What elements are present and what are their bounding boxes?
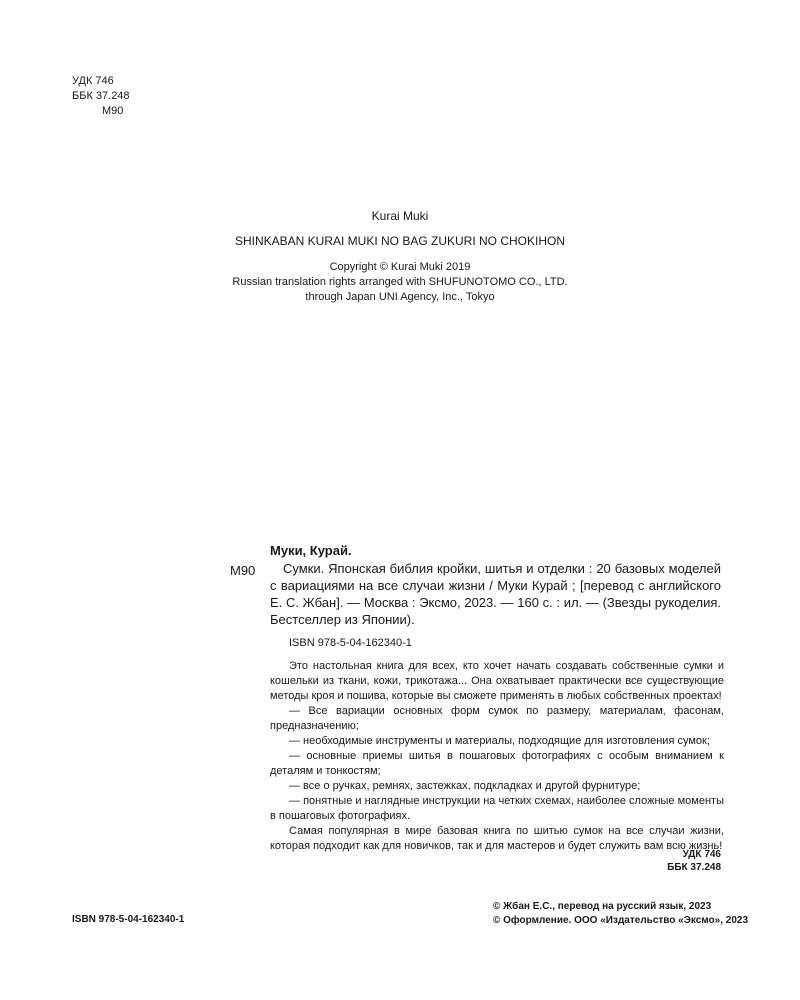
annotation-item: — все о ручках, ремнях, застежках, подкладках и другой фурнитуре;	[289, 780, 641, 792]
annotation-paragraph: Это настольная книга для всех, кто хочет начать создавать собственные сумки и кошельки из ткани, кожи, трикотажа... Она охватывает практически все существующие методы кроя и пошива, которые вы сможете применять в любых собственных проектах!	[270, 660, 724, 702]
classification-codes	[667, 848, 721, 874]
original-title: SHINKABAN KURAI MUKI NO BAG ZUKURI NO CHOKIHON	[234, 234, 566, 248]
author-mark: М90	[102, 105, 124, 117]
annotation	[270, 659, 724, 854]
original-copyright-block	[0, 209, 800, 305]
catalog-isbn: ISBN 978-5-04-162340-1	[289, 637, 412, 649]
copyright-line: Copyright © Kurai Muki 2019	[329, 261, 471, 273]
footer-isbn: ISBN 978-5-04-162340-1	[72, 914, 185, 925]
annotation-item: — основные приемы шитья в пошаговых фотографиях с особым вниманием к деталям и тонкостям;	[270, 750, 724, 777]
copyright-lines	[0, 260, 800, 305]
publisher-copyrights	[493, 900, 748, 928]
copyright-line: Russian translation rights arranged with SHUFUNOTOMO CO., LTD.	[232, 276, 568, 288]
bbk-code: ББК 37.248	[72, 90, 130, 102]
udk-code: УДК 746	[682, 849, 721, 860]
catalog-author-heading: Муки, Курай.	[270, 543, 352, 558]
annotation-paragraph: Самая популярная в мире базовая книга по шитью сумок на все случаи жизни, которая подходит как для новичков, так и для мастеров и будет служить вам всю жизнь!	[270, 825, 724, 852]
udk-code: УДК 746	[72, 75, 114, 87]
bibliographic-description: Сумки. Японская библия кройки, шитья и отделки : 20 базовых моделей с вариациями на все случаи жизни / Муки Курай ; [перевод с английского Е. С. Жбан]. — Москва : Эксмо, 2023. — 160 с. : ил. — (Звезды рукоделия. Бестселлер из Японии).	[270, 561, 721, 627]
annotation-item: — понятные и наглядные инструкции на четких схемах, наиболее сложные моменты в пошаговых фотографиях.	[270, 795, 724, 822]
annotation-item: — необходимые инструменты и материалы, подходящие для изготовления сумок;	[289, 735, 710, 747]
catalog-author-mark: М90	[230, 563, 256, 578]
design-copyright: © Оформление. ООО «Издательство «Эксмо», 2023	[493, 915, 749, 926]
bbk-code: ББК 37.248	[667, 862, 721, 873]
annotation-item: — Все вариации основных форм сумок по размеру, материалам, фасонам, предназначению;	[270, 705, 724, 732]
translation-copyright: © Жбан Е.С., перевод на русский язык, 2023	[493, 901, 712, 912]
copyright-line: through Japan UNI Agency, Inc., Tokyo	[305, 291, 495, 303]
original-author: Kurai Muki	[371, 209, 429, 223]
